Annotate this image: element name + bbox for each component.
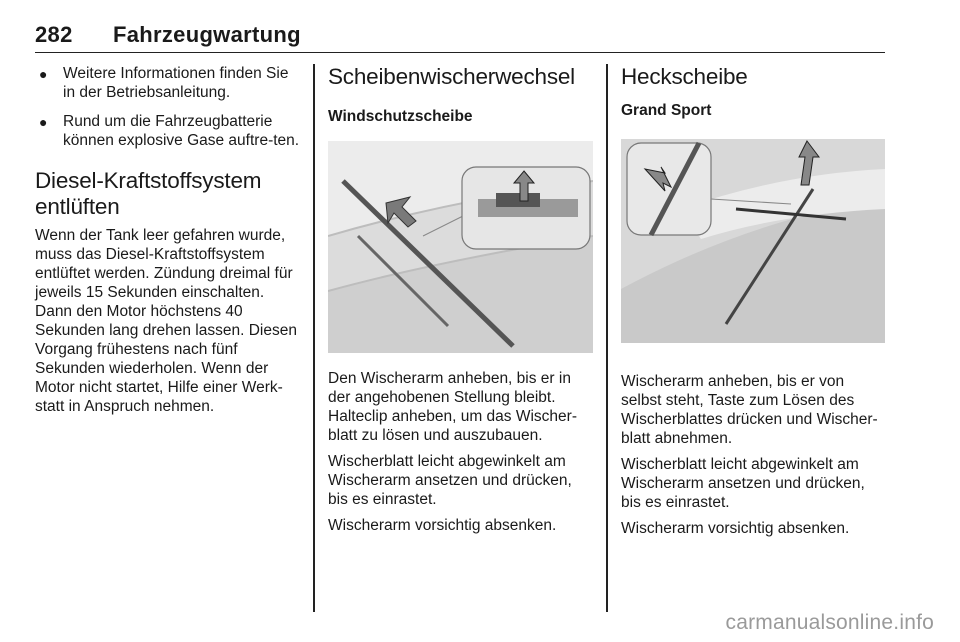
page-header [35,22,885,53]
section-heading-wiper: Scheibenwischerwechsel [328,64,575,89]
column-right [621,64,886,538]
section-heading-diesel: Diesel-Kraftstoffsystem entlüften [35,168,262,219]
paragraph: Den Wischerarm anheben, bis er in der angehobenen Stellung bleibt. Halteclip anheben, um das Wischer-blatt zu lösen und auszubauen. [328,370,577,444]
paragraph-diesel: Wenn der Tank leer gefahren wurde, muss das Diesel-Kraftstoffsystem entlüftet werden. Zündung dreimal für jeweils 15 Sekunden einschalten. Dann den Motor höchstens 40 Sekunden lang drehen lassen. Diesen Vorgang frühestens nach fünf Sekunden wiederholen. Wenn der Motor nicht startet, Hilfe einer Werk-statt in Anspruch nehmen. [35,227,297,415]
sub-heading-windshield: Windschutzscheibe [328,108,473,125]
windshield-wiper-illustration [328,141,593,353]
rear-wiper-illustration [621,139,885,343]
bullet-list [35,64,300,150]
column-left [35,64,300,416]
page-header-title: Fahrzeugwartung [113,22,301,47]
page-number: 282 [35,22,73,47]
paragraph: Wischerblatt leicht abgewinkelt am Wischerarm ansetzen und drücken, bis es einrastet. [621,456,865,511]
list-item [35,64,300,102]
paragraph: Wischerarm vorsichtig absenken. [621,520,850,537]
section-heading-rear-window: Heckscheibe [621,64,748,89]
rear-wiper-icon [621,139,885,343]
windshield-wiper-icon [328,141,593,353]
bullet-icon: ● [39,66,48,82]
bullet-icon: ● [39,114,48,130]
paragraph: Wischerblatt leicht abgewinkelt am Wischerarm ansetzen und drücken, bis es einrastet. [328,453,572,508]
column-middle [328,64,592,535]
watermark: carmanualsonline.info [725,611,934,634]
list-item [35,112,300,150]
column-divider [606,64,608,612]
list-item-text: Rund um die Fahrzeugbatterie können explosive Gase auftre-ten. [63,113,300,149]
list-item-text: Weitere Informationen finden Sie in der Betriebsanleitung. [63,65,289,101]
paragraph: Wischerarm anheben, bis er von selbst steht, Taste zum Lösen des Wischerblattes drücken und Wischer-blatt abnehmen. [621,373,878,447]
column-divider [313,64,315,612]
paragraph: Wischerarm vorsichtig absenken. [328,517,557,534]
sub-heading-grand-sport: Grand Sport [621,102,712,119]
